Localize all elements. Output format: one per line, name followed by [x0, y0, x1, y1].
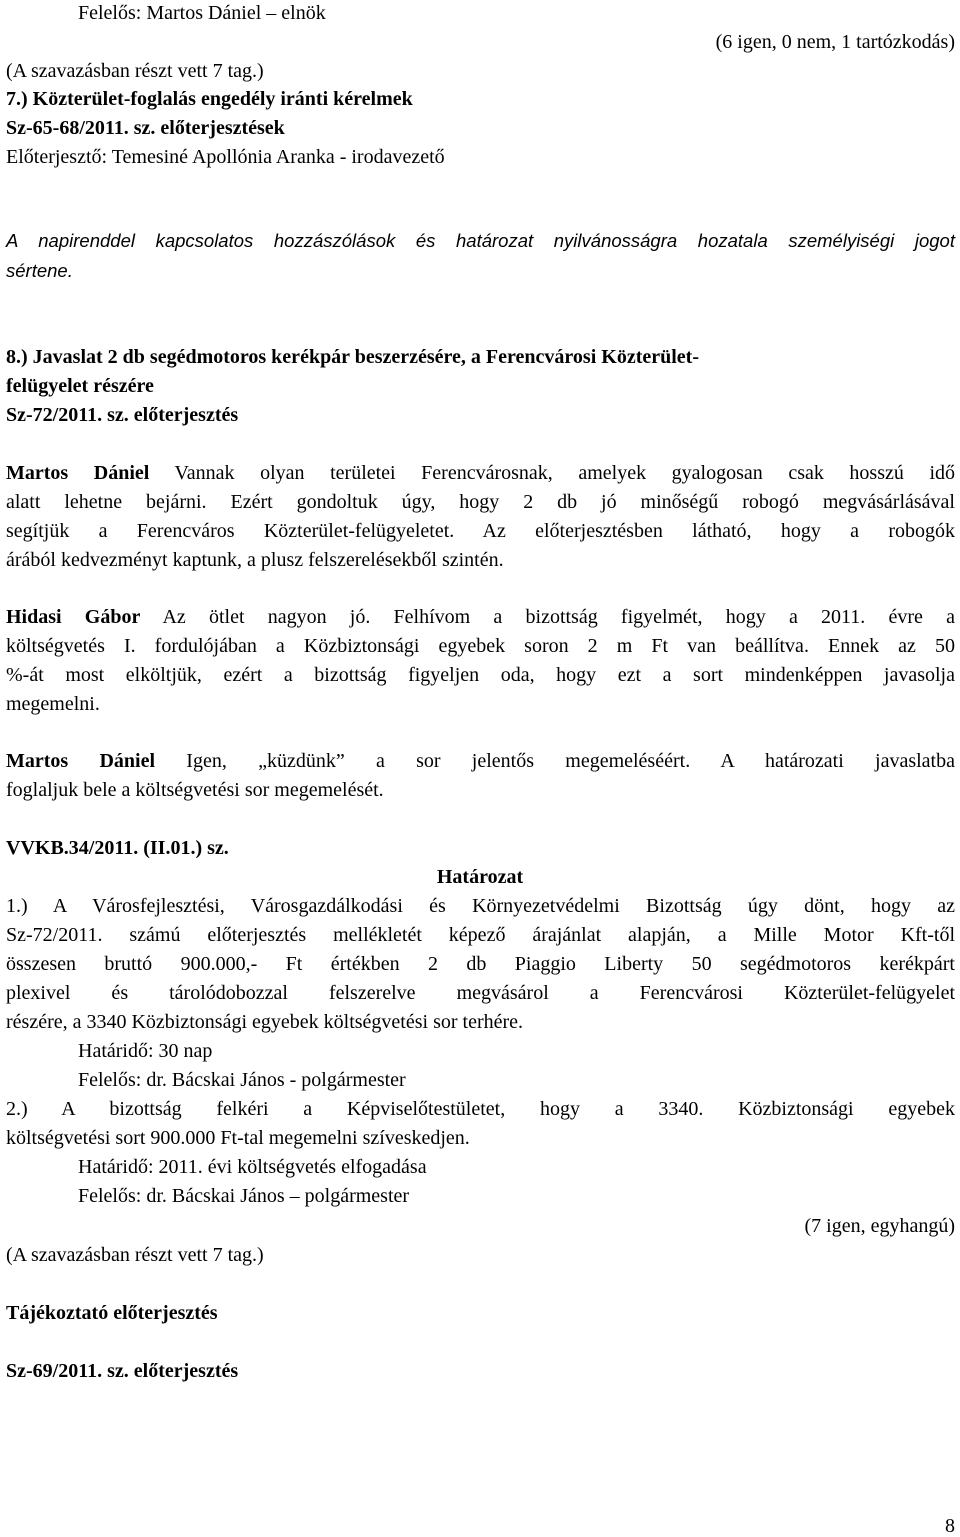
speaker-name: Hidasi Gábor: [6, 606, 141, 628]
r2-line-1: 2.) A bizottság felkéri a Képviselőtestületet, hogy a 3340. Közbiztonsági egyebek: [6, 1098, 955, 1120]
r1-line-5: részére, a 3340 Közbiztonsági egyebek költségvetési sor terhére.: [6, 1011, 524, 1033]
p1-line-2: alatt lehetne bejárni. Ezért gondoltuk úgy, hogy 2 db jó minőségű robogó megvásárlásával: [6, 491, 955, 513]
privacy-note-line-1: A napirenddel kapcsolatos hozzászólások és határozat nyilvánosságra hozatala személyiségi jogot: [6, 230, 955, 251]
resolution-id: VVKB.34/2011. (II.01.) sz.: [6, 837, 229, 859]
item7-presenter: Előterjesztő: Temesiné Apollónia Aranka - irodavezető: [6, 146, 445, 168]
item8-participants: (A szavazásban részt vett 7 tag.): [6, 1244, 264, 1266]
privacy-note-line-2: sértene.: [6, 260, 73, 281]
r1-line-1: 1.) A Városfejlesztési, Városgazdálkodási és Környezetvédelmi Bizottság úgy dönt, hogy az: [6, 895, 955, 917]
item7-ref: Sz-65-68/2011. sz. előterjesztések: [6, 117, 285, 139]
r1-line-3: összesen bruttó 900.000,- Ft értékben 2 db Piaggio Liberty 50 segédmotoros kerékpárt: [6, 953, 955, 975]
p1-line-4: árából kedvezményt kaptunk, a plusz felszerelésekből szintén.: [6, 549, 504, 571]
r1-deadline: Határidő: 30 nap: [78, 1040, 213, 1062]
p3-line-2: foglaljuk bele a költségvetési sor megemelését.: [6, 779, 384, 801]
item6-responsible: Felelős: Martos Dániel – elnök: [78, 2, 326, 24]
p2-line-1: Hidasi Gábor Az ötlet nagyon jó. Felhívom a bizottság figyelmét, hogy a 2011. évre a: [6, 606, 955, 628]
r1-line-2: Sz-72/2011. számú előterjesztés mellékletét képező árajánlat alapján, a Mille Motor Kft-től: [6, 924, 955, 946]
r2-line-2: költségvetési sort 900.000 Ft-tal megemelni szíveskedjen.: [6, 1127, 470, 1149]
r1-line-4: plexivel és tárolódobozzal felszerelve megvásárol a Ferencvárosi Közterület-felügyelet: [6, 982, 955, 1004]
r2-deadline: Határidő: 2011. évi költségvetés elfogadása: [78, 1156, 427, 1178]
item8-ref: Sz-72/2011. sz. előterjesztés: [6, 404, 239, 426]
item8-title-line-1: 8.) Javaslat 2 db segédmotoros kerékpár beszerzésére, a Ferencvárosi Közterület-: [6, 346, 699, 368]
p1-line-3: segítjük a Ferencváros Közterület-felügyeletet. Az előterjesztésben látható, hogy a robogók: [6, 520, 955, 542]
r2-responsible: Felelős: dr. Bácskai János – polgármester: [78, 1185, 410, 1207]
p2-line-2: költségvetés I. fordulójában a Közbiztonsági egyebek soron 2 m Ft van beállítva. Ennek az 50: [6, 635, 955, 657]
item8-vote-count: (7 igen, egyhangú): [804, 1215, 955, 1237]
p3-line-1: Martos Dániel Igen, „küzdünk” a sor jelentős megemeléséért. A határozati javaslatba: [6, 750, 955, 772]
p2-line-4: megemelni.: [6, 693, 100, 715]
p1-line-1: Martos Dániel Vannak olyan területei Ferencvárosnak, amelyek gyalogosan csak hosszú idő: [6, 462, 956, 484]
item6-participants: (A szavazásban részt vett 7 tag.): [6, 60, 264, 82]
p2-line-3: %-át most elköltjük, ezért a bizottság figyeljen oda, hogy ezt a sort mindenképpen javasolja: [6, 664, 955, 686]
resolution-heading: Határozat: [436, 866, 524, 888]
item7-title: 7.) Közterület-foglalás engedély iránti kérelmek: [6, 88, 413, 110]
speaker-name: Martos Dániel: [6, 750, 156, 772]
page-number: 8: [945, 1515, 955, 1537]
item8-title-line-2: felügyelet részére: [6, 375, 154, 397]
info-ref: Sz-69/2011. sz. előterjesztés: [6, 1360, 239, 1382]
r1-responsible: Felelős: dr. Bácskai János - polgármester: [78, 1069, 406, 1091]
speaker-name: Martos Dániel: [6, 462, 150, 484]
info-heading: Tájékoztató előterjesztés: [6, 1302, 218, 1324]
item6-vote-count: (6 igen, 0 nem, 1 tartózkodás): [715, 31, 955, 53]
